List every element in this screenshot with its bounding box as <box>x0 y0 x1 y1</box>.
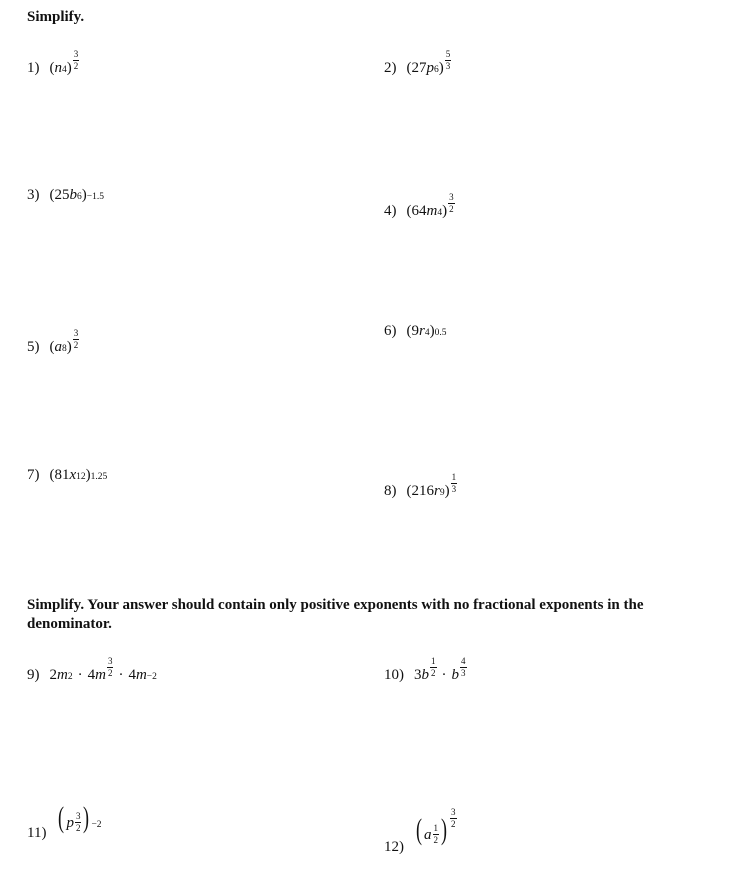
problem-number: 8) <box>384 483 397 499</box>
problem-number: 12) <box>384 839 404 855</box>
problem-11 <box>27 803 102 841</box>
problem-2 <box>384 49 451 86</box>
problem-expression: 3b $\frac{1}{2}$ · b $\frac{4}{3}$ <box>414 656 466 683</box>
problem-9 <box>27 656 157 693</box>
problem-7 <box>27 467 107 484</box>
problem-number: 9) <box>27 667 40 683</box>
problem-number: 5) <box>27 339 40 355</box>
problem-number: 11) <box>27 825 47 841</box>
problem-expression: (81x 12 ) 1.25 <box>49 467 108 483</box>
problem-expression: (9r 4 ) 0.5 <box>406 323 447 339</box>
problem-expression: (25b 6 ) −1.5 <box>49 187 104 203</box>
problem-3 <box>27 187 104 204</box>
problem-expression: (a 8 ) $\frac{3}{2}$ <box>49 328 79 355</box>
problem-8 <box>384 472 457 509</box>
problem-6 <box>384 323 446 340</box>
problem-5 <box>27 328 79 365</box>
problem-number: 4) <box>384 203 397 219</box>
problem-4 <box>384 192 455 229</box>
problem-number: 10) <box>384 667 404 683</box>
problem-expression: (27p 6 ) $\frac{5}{3}$ <box>406 49 451 76</box>
problem-expression: ( p $\frac{3}{2}$ ) −2 <box>58 801 102 834</box>
problem-number: 6) <box>384 323 397 339</box>
problem-number: 3) <box>27 187 40 203</box>
problem-expression: ( a $\frac{1}{2}$ ) $\frac{3}{2}$ <box>416 807 456 846</box>
problem-expression: 2m 2 · 4m $\frac{3}{2}$ · 4m −2 <box>49 656 157 683</box>
problem-expression: (n 4 ) $\frac{3}{2}$ <box>49 49 79 76</box>
problem-expression: (216r 9 ) $\frac{1}{3}$ <box>406 472 457 499</box>
problem-12 <box>384 807 457 855</box>
section-heading-2: Simplify. Your answer should contain only positive exponents with no fractional exponents in the denominator. <box>27 597 644 632</box>
problem-expression: (64m 4 ) $\frac{3}{2}$ <box>406 192 454 219</box>
problem-number: 2) <box>384 60 397 76</box>
problem-1 <box>27 49 79 86</box>
problem-10 <box>384 656 467 693</box>
problem-number: 7) <box>27 467 40 483</box>
section-heading-1: Simplify. <box>27 9 85 25</box>
problem-number: 1) <box>27 60 40 76</box>
